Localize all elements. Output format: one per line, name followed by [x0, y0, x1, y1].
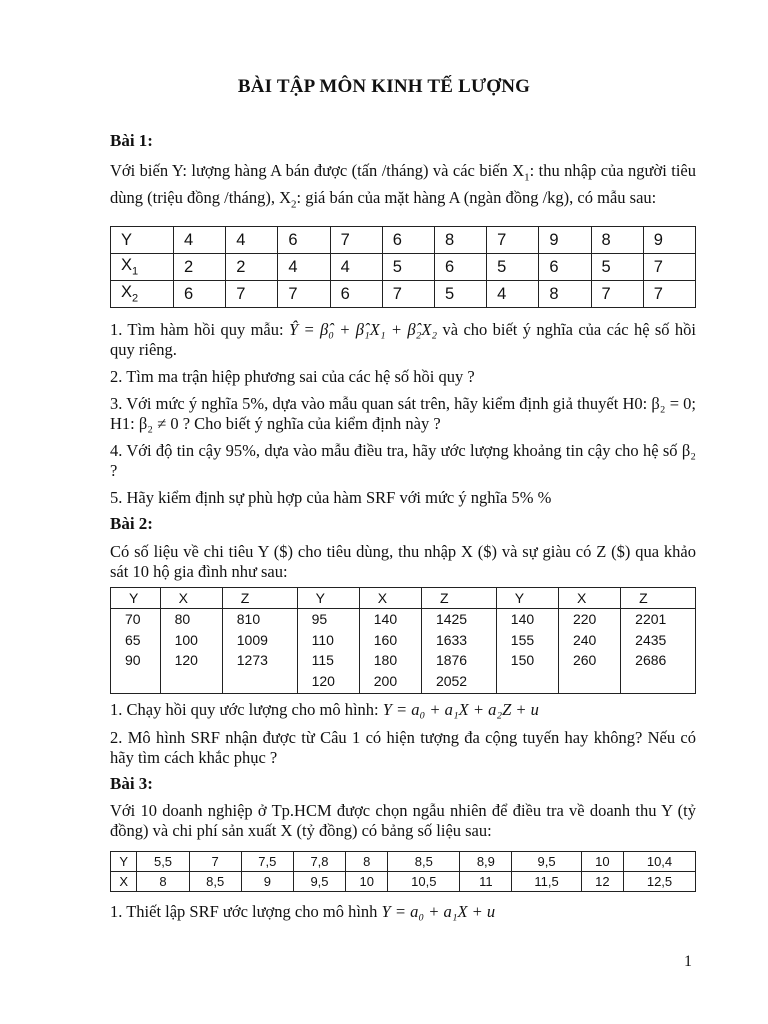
- bai1-table-row: [111, 254, 696, 281]
- bai1-heading: Bài 1:: [110, 131, 153, 150]
- bai2-table-value: 140: [373, 611, 398, 627]
- page-number: 1: [684, 953, 692, 970]
- bai2-table-value: 70: [125, 611, 141, 627]
- bai3-table-cell: 9,5: [293, 872, 345, 892]
- bai1-table-cell: 2: [226, 254, 278, 281]
- bai1-intro-part-b: : thu nhập của người tiêu dùng (triệu đồng /tháng), X: [110, 161, 696, 207]
- bai2-table-value: 1425: [435, 611, 468, 627]
- bai2-table-value: 100: [174, 631, 198, 648]
- bai2-table-value: 2201: [635, 611, 667, 627]
- bai2-table-value: 1633: [435, 631, 468, 648]
- bai2-table-value: 150: [510, 652, 535, 668]
- bai2-table-value: 90: [125, 652, 141, 668]
- bai3-q1-text: 1. Thiết lập SRF ước lượng cho mô hình: [110, 902, 382, 921]
- bai2-table-value: 115: [311, 652, 334, 668]
- bai2-data-column: [421, 609, 496, 694]
- bai3-table-cell: 9,5: [512, 852, 581, 872]
- bai1-table-cell: 8: [434, 227, 486, 254]
- bai3-table-cell: 7: [189, 852, 241, 872]
- bai1-data-table: [110, 226, 696, 308]
- bai2-table-value: 240: [572, 631, 597, 648]
- bai1-row-label: $X_1$: [111, 254, 174, 281]
- bai2-table-value: 95: [311, 611, 328, 627]
- bai3-table-cell: 8,5: [388, 852, 460, 872]
- bai1-table-row: [111, 227, 696, 254]
- bai1-row-label: Y: [111, 227, 174, 254]
- bai1-table-cell: 7: [643, 254, 695, 281]
- bai3-table-cell: 7,8: [293, 852, 345, 872]
- bai3-table-cell: 12: [581, 872, 623, 892]
- bai1-table-cell: 4: [330, 254, 382, 281]
- bai1-intro: Với biến Y: lượng hàng A bán được (tấn /tháng) và các biến $X_1$: thu nhập của người tiêu dùng (triệu đồng /tháng), $X_2$: giá bán của mặt hàng A (ngàn đồng /kg), có mẫu sau:: [110, 161, 696, 211]
- bai2-header-cell: Y: [496, 588, 558, 609]
- bai1-question-4: 4. Với độ tin cậy 95%, dựa vào mẫu điều tra, hãy ước lượng khoảng tin cậy cho hệ số β₂ ?: [110, 441, 696, 480]
- bai2-data-column: [111, 609, 161, 694]
- bai1-table-cell: 5: [382, 254, 434, 281]
- bai1-q1-text-a: 1. Tìm hàm hồi quy mẫu:: [110, 320, 289, 339]
- bai1-question-1: [110, 320, 696, 359]
- bai3-table-cell: 11: [460, 872, 512, 892]
- bai1-table-cell: 4: [174, 227, 226, 254]
- bai2-table-value: 1273: [236, 652, 268, 668]
- bai3-table-cell: 11,5: [512, 872, 581, 892]
- bai1-table-cell: 7: [226, 281, 278, 308]
- bai1-table-cell: 5: [487, 254, 539, 281]
- bai3-table-cell: 10,4: [624, 852, 696, 872]
- bai3-table-cell: 8,9: [460, 852, 512, 872]
- bai2-header-cell: Y: [297, 588, 359, 609]
- bai1-intro-part-a: Với biến Y: lượng hàng A bán được (tấn /tháng) và các biến X: [110, 161, 525, 180]
- bai1-intro-part-c: : giá bán của mặt hàng A (ngàn đồng /kg), có mẫu sau:: [296, 187, 657, 207]
- bai1-table-cell: 7: [591, 281, 643, 308]
- bai1-q1-equation: Ŷ = β̂₀ + β̂₁X₁ + β̂₂X₂: [288, 320, 438, 339]
- bai3-table-cell: 9: [241, 872, 293, 892]
- bai3-row-label: X: [111, 872, 137, 892]
- bai3-intro: Với 10 doanh nghiệp ở Tp.HCM được chọn ngẫu nhiên để điều tra về doanh thu Y (tỷ đồng) và chi phí sản xuất X (tỷ đồng) có bảng số liệu sau:: [110, 801, 696, 840]
- bai2-data-column: [222, 609, 297, 694]
- bai2-table-value: 200: [373, 672, 398, 689]
- bai1-q1-text-b: và cho biết ý nghĩa của các hệ số hồi quy riêng.: [110, 320, 696, 359]
- bai1-table-cell: 7: [278, 281, 330, 308]
- bai1-table-cell: 6: [278, 227, 330, 254]
- bai2-table-value: 180: [373, 652, 398, 668]
- bai3-data-table: [110, 851, 696, 892]
- bai2-data-table: [110, 587, 696, 694]
- bai1-table-cell: 6: [539, 254, 591, 281]
- bai2-table-value: 2052: [435, 672, 468, 689]
- bai2-table-value: 80: [174, 611, 191, 627]
- bai2-table-value: 120: [174, 652, 198, 668]
- bai1-table-cell: 4: [226, 227, 278, 254]
- bai1-table-cell: 4: [487, 281, 539, 308]
- bai1-table-cell: 5: [591, 254, 643, 281]
- bai2-header-cell: Z: [222, 588, 297, 609]
- bai2-q1-equation: Y = a₀ + a₁X + a₂Z + u: [382, 700, 539, 719]
- bai3-question-1: [110, 902, 696, 922]
- bai2-table-value: 140: [510, 611, 535, 627]
- bai3-table-cell: 10,5: [388, 872, 460, 892]
- bai1-table-cell: 9: [539, 227, 591, 254]
- bai2-data-column: [621, 609, 696, 694]
- bai2-heading: Bài 2:: [110, 514, 153, 533]
- bai3-table-cell: 5,5: [137, 852, 189, 872]
- bai3-table-cell: 8: [346, 852, 388, 872]
- bai2-table-value: 810: [236, 611, 261, 627]
- bai3-table-cell: 12,5: [624, 872, 696, 892]
- bai2-header-cell: X: [359, 588, 421, 609]
- bai1-table-cell: 8: [539, 281, 591, 308]
- bai1-table-cell: 9: [643, 227, 695, 254]
- bai2-table-value: 110: [311, 631, 334, 648]
- bai2-data-column: [558, 609, 620, 694]
- bai2-q1-text: 1. Chạy hồi quy ước lượng cho mô hình:: [110, 700, 383, 719]
- bai2-question-2: 2. Mô hình SRF nhận được từ Câu 1 có hiện tượng đa cộng tuyến hay không? Nếu có hãy tìm cách khắc phục ?: [110, 728, 696, 767]
- bai2-header-cell: Z: [621, 588, 696, 609]
- bai2-table-value: 260: [572, 652, 597, 668]
- bai2-header-cell: Z: [421, 588, 496, 609]
- bai1-table-cell: 4: [278, 254, 330, 281]
- bai3-table-cell: 8,5: [189, 872, 241, 892]
- bai2-table-value: 220: [572, 611, 597, 627]
- bai2-data-column: [496, 609, 558, 694]
- bai3-q1-equation: Y = a₀ + a₁X + u: [381, 902, 496, 921]
- bai1-table-cell: 6: [434, 254, 486, 281]
- bai3-table-cell: 8: [137, 872, 189, 892]
- bai1-table-cell: 2: [174, 254, 226, 281]
- bai3-table-cell: 10: [581, 852, 623, 872]
- bai2-table-value: 65: [125, 631, 141, 648]
- bai2-intro: Có số liệu về chi tiêu Y ($) cho tiêu dùng, thu nhập X ($) và sự giàu có Z ($) qua khảo sát 10 hộ gia đình như sau:: [110, 542, 696, 581]
- bai1-table-cell: 7: [643, 281, 695, 308]
- bai1-table-cell: 6: [330, 281, 382, 308]
- bai1-table-cell: 7: [330, 227, 382, 254]
- bai2-header-cell: Y: [111, 588, 161, 609]
- document-title: BÀI TẬP MÔN KINH TẾ LƯỢNG: [237, 76, 531, 97]
- bai1-row-label: $X_2$: [111, 281, 174, 308]
- bai3-table-cell: 10: [346, 872, 388, 892]
- bai1-question-3: 3. Với mức ý nghĩa 5%, dựa vào mẫu quan sát trên, hãy kiểm định giả thuyết H0: β₂ = 0; H1: β₂ ≠ 0 ? Cho biết ý nghĩa của kiểm định này ?: [110, 394, 696, 433]
- bai1-table-cell: 8: [591, 227, 643, 254]
- bai1-table-cell: 7: [382, 281, 434, 308]
- bai3-table-row: [111, 872, 696, 892]
- bai2-header-cell: X: [558, 588, 620, 609]
- bai1-table-cell: 6: [382, 227, 434, 254]
- bai3-table-cell: 7,5: [241, 852, 293, 872]
- bai1-table-cell: 5: [434, 281, 486, 308]
- bai2-table-value: 2435: [635, 631, 667, 648]
- bai3-heading: Bài 3:: [110, 774, 153, 793]
- bai2-table-value: 1876: [435, 652, 468, 668]
- bai3-table-row: [111, 852, 696, 872]
- bai2-data-column: [297, 609, 359, 694]
- bai1-table-cell: 7: [487, 227, 539, 254]
- bai1-question-5: 5. Hãy kiểm định sự phù hợp của hàm SRF với mức ý nghĩa 5% %: [110, 488, 552, 507]
- bai2-table-value: 120: [311, 672, 335, 689]
- bai1-question-2: 2. Tìm ma trận hiệp phương sai của các hệ số hồi quy ?: [110, 367, 475, 386]
- bai2-data-column: [359, 609, 421, 694]
- bai3-row-label: Y: [111, 852, 137, 872]
- bai1-table-row: [111, 281, 696, 308]
- bai2-table-value: 1009: [236, 631, 268, 648]
- bai2-table-value: 160: [373, 631, 398, 648]
- bai2-question-1: [110, 700, 696, 720]
- bai2-header-cell: X: [160, 588, 222, 609]
- bai2-table-value: 2686: [635, 652, 667, 668]
- bai1-table-cell: 6: [174, 281, 226, 308]
- bai2-table-value: 155: [510, 631, 535, 648]
- bai2-data-column: [160, 609, 222, 694]
